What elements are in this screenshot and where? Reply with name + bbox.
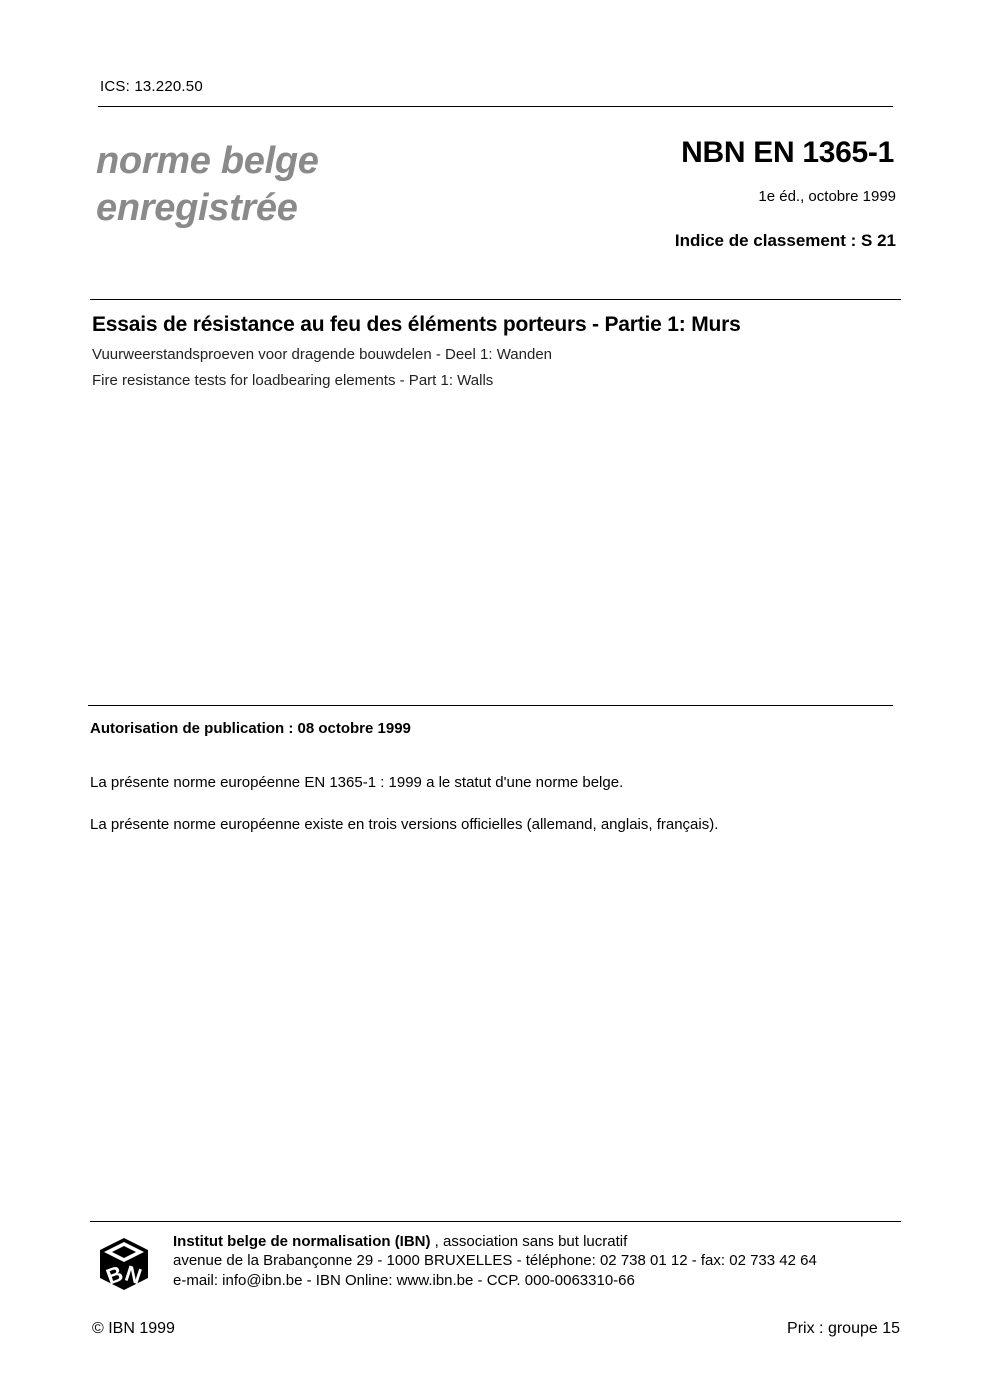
brand-line-2: enregistrée xyxy=(96,187,298,229)
status-paragraph: La présente norme européenne EN 1365-1 : 1999 a le statut d'une norme belge. xyxy=(90,774,624,791)
brand-line-1: norme belge xyxy=(96,140,319,182)
title-english: Fire resistance tests for loadbearing elements - Part 1: Walls xyxy=(92,372,494,389)
ics-code: ICS: 13.220.50 xyxy=(100,78,203,95)
versions-paragraph: La présente norme européenne existe en trois versions officielles (allemand, anglais, français). xyxy=(90,816,719,833)
institute-address: avenue de la Brabançonne 29 - 1000 BRUXELLES - téléphone: 02 738 01 12 - fax: 02 733 42 64 xyxy=(173,1252,817,1269)
title-dutch: Vuurweerstandsproeven voor dragende bouwdelen - Deel 1: Wanden xyxy=(92,346,553,363)
edition-date: 1e éd., octobre 1999 xyxy=(758,188,896,205)
copyright: © IBN 1999 xyxy=(92,1320,175,1337)
footer-rule xyxy=(90,1221,901,1222)
svg-text:B: B xyxy=(102,1260,127,1290)
institute-contact: e-mail: info@ibn.be - IBN Online: www.ibn.be - CCP. 000-0063310-66 xyxy=(173,1272,635,1289)
price-group: Prix : groupe 15 xyxy=(787,1320,900,1337)
institute-suffix: , association sans but lucratif xyxy=(430,1233,628,1250)
ibn-logo-icon xyxy=(96,1236,152,1292)
publication-authorisation: Autorisation de publication : 08 octobre 1999 xyxy=(90,720,411,737)
institute-name: Institut belge de normalisation (IBN) xyxy=(173,1233,431,1250)
institute-line xyxy=(173,1231,627,1252)
svg-text:N: N xyxy=(121,1260,145,1290)
title-rule xyxy=(90,299,901,300)
brand-title xyxy=(96,138,319,232)
title-french: Essais de résistance au feu des éléments porteurs - Partie 1: Murs xyxy=(92,313,741,336)
classification-index: Indice de classement : S 21 xyxy=(674,231,896,250)
standard-number: NBN EN 1365-1 xyxy=(681,136,894,169)
header-rule xyxy=(98,106,893,107)
body-rule xyxy=(88,705,893,706)
